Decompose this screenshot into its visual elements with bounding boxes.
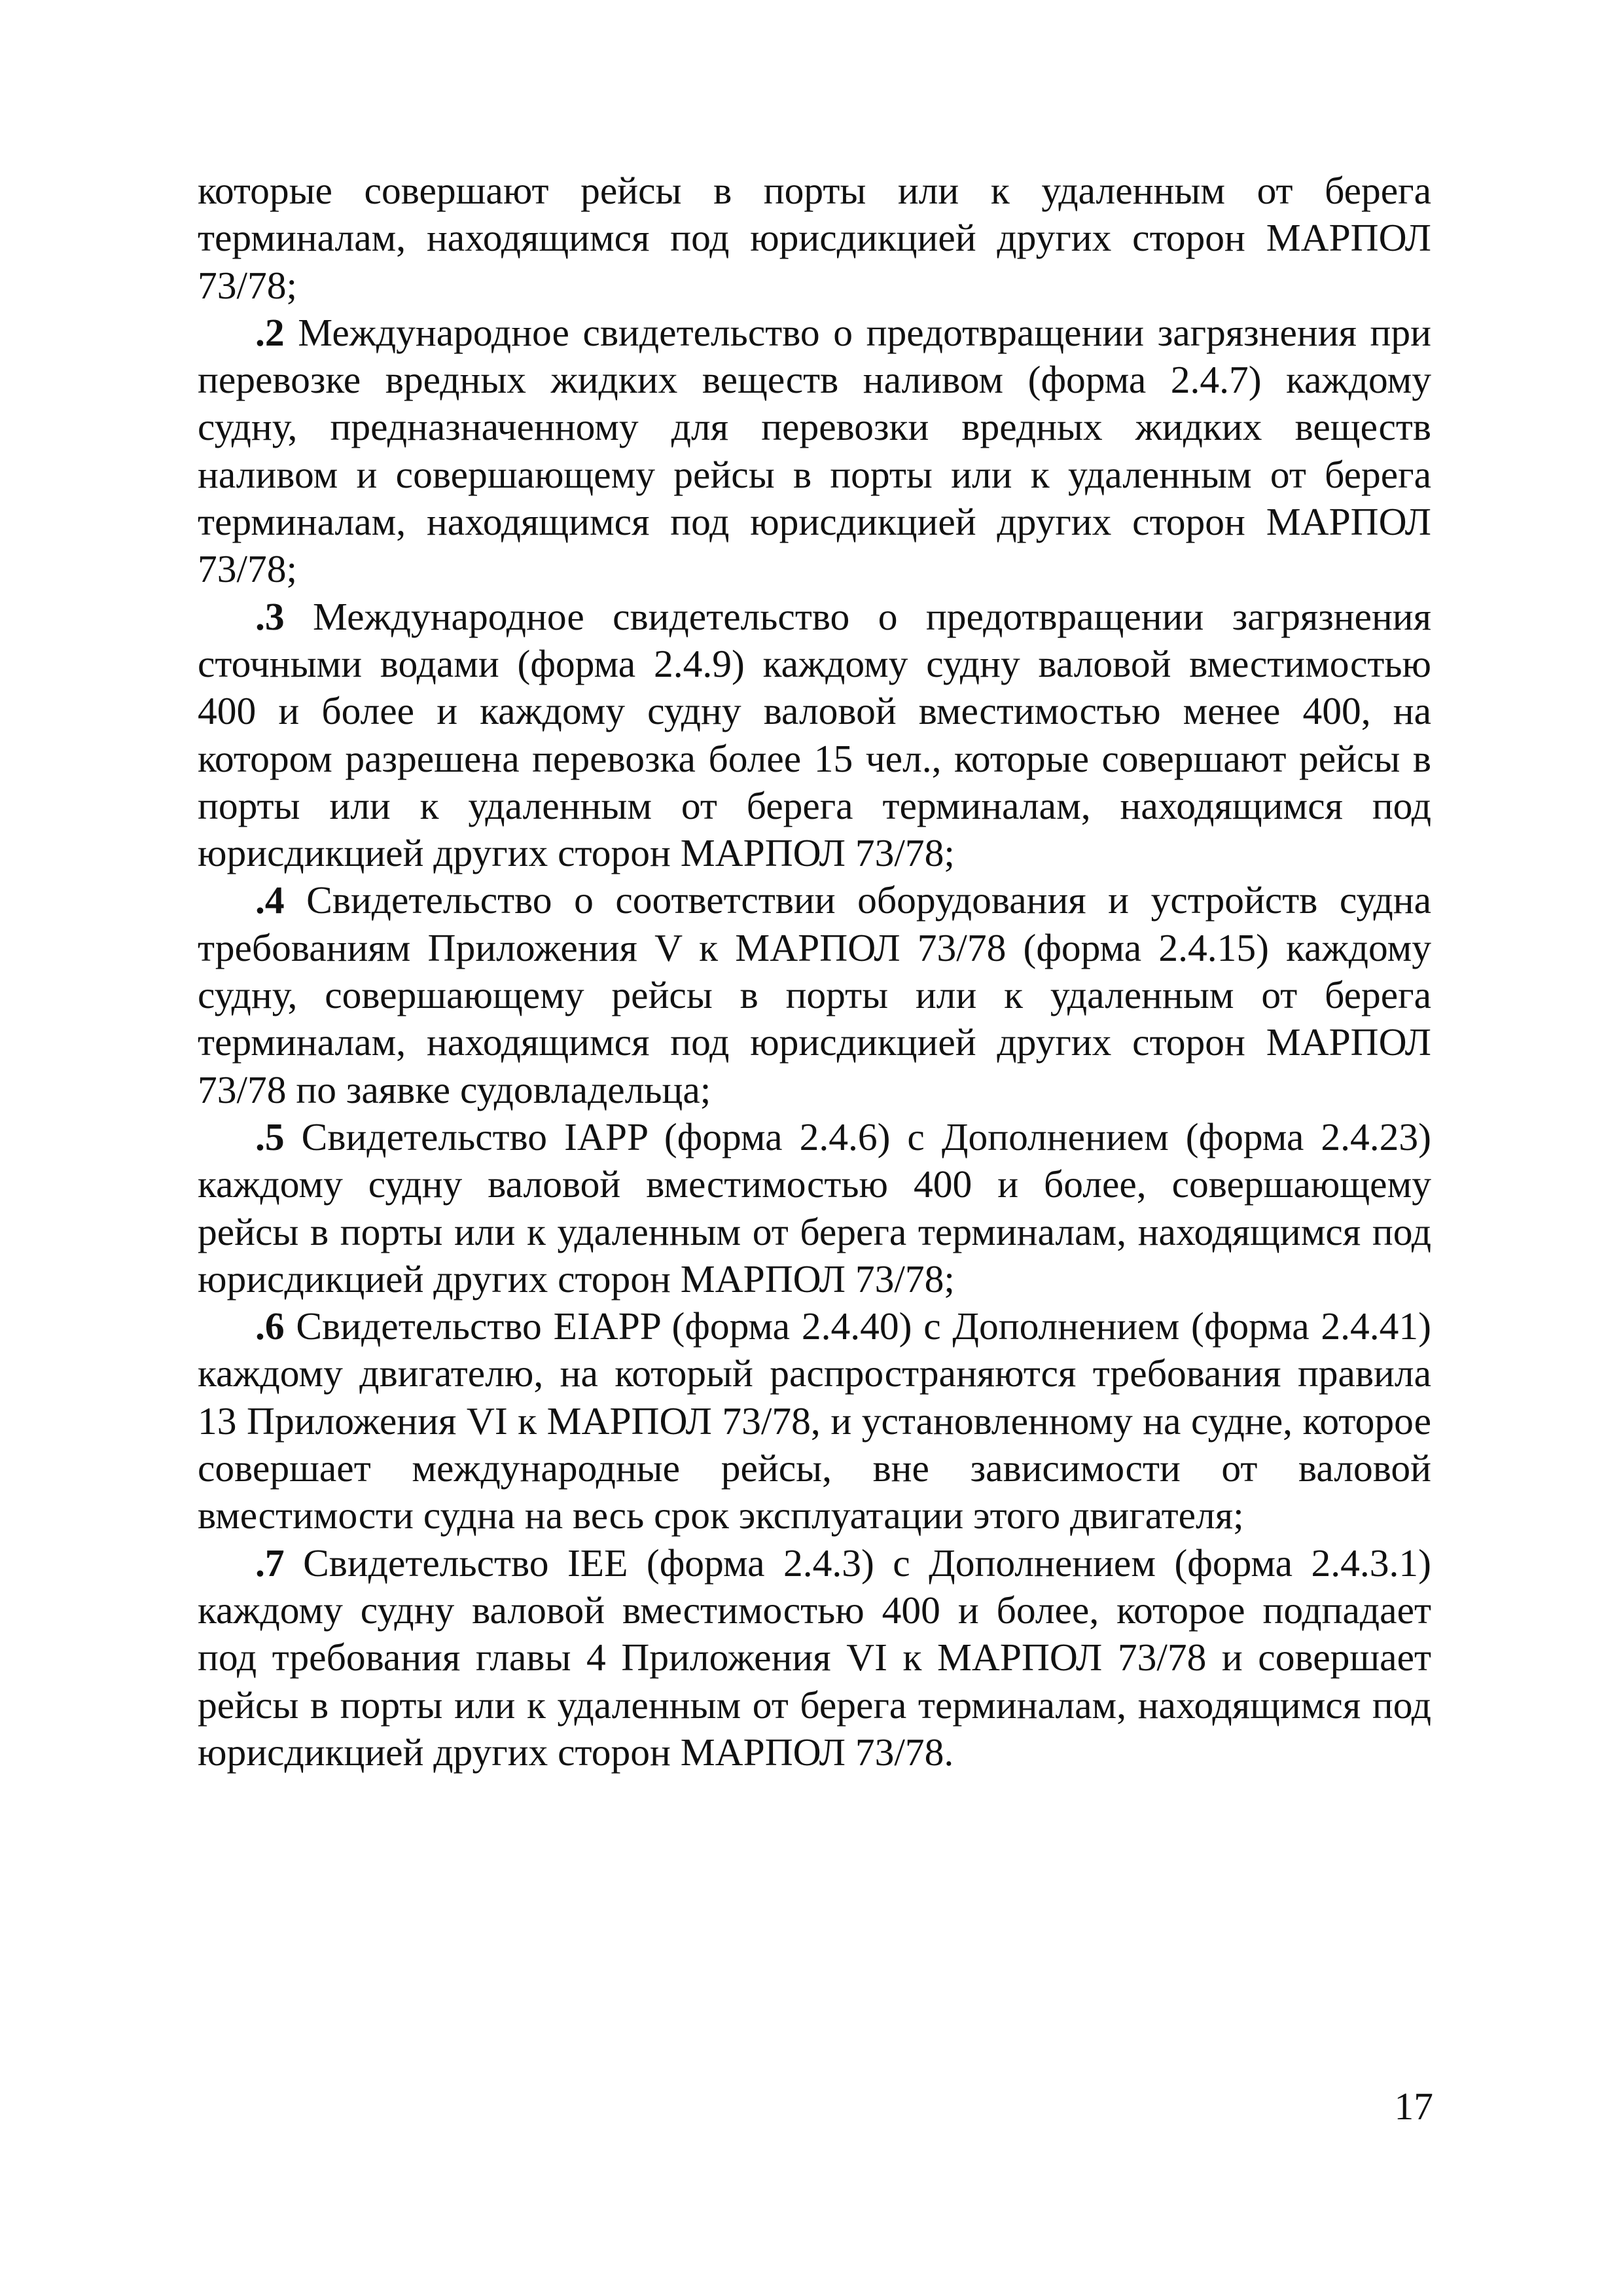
list-item-text: Свидетельство IEE (форма 2.4.3) с Дополнением (форма 2.4.3.1) каждому судну валовой вместимостью 400 и более, которое подпадает под требования главы 4 Приложения VI к МАРПОЛ 73/78 и совершает рейсы в порты или к удаленным от берега терминалам, находящимся под юрисдикцией других сторон МАРПОЛ 73/78. — [198, 1541, 1431, 1774]
list-item-text: Международное свидетельство о предотвращении загрязнения при перевозке вредных жидких веществ наливом (форма 2.4.7) каждому судну, предназначенному для перевозки вредных жидких веществ наливом и совершающему рейсы в порты или к удаленным от берега терминалам, находящимся под юрисдикцией других сторон МАРПОЛ 73/78; — [198, 310, 1431, 591]
list-item-5 — [198, 1113, 1431, 1302]
list-item-3 — [198, 593, 1431, 877]
list-item-number: .5 — [255, 1115, 285, 1158]
list-item-4 — [198, 876, 1431, 1113]
list-item-text: Свидетельство IAPP (форма 2.4.6) с Дополнением (форма 2.4.23) каждому судну валовой вместимостью 400 и более, совершающему рейсы в порты или к удаленным от берега терминалам, находящимся под юрисдикцией других сторон МАРПОЛ 73/78; — [198, 1115, 1431, 1300]
list-item-6 — [198, 1302, 1431, 1539]
list-item-number: .7 — [255, 1541, 285, 1585]
list-item-text: Свидетельство EIAPP (форма 2.4.40) с Дополнением (форма 2.4.41) каждому двигателю, на который распространяются требования правила 13 Приложения VI к МАРПОЛ 73/78, и установленному на судне, которое совершает международные рейсы, вне зависимости от валовой вместимости судна на весь срок эксплуатации этого двигателя; — [198, 1304, 1431, 1537]
list-item-text: Свидетельство о соответствии оборудования и устройств судна требованиям Приложения V к МАРПОЛ 73/78 (форма 2.4.15) каждому судну, совершающему рейсы в порты или к удаленным от берега терминалам, находящимся под юрисдикцией других сторон МАРПОЛ 73/78 по заявке судовладельца; — [198, 878, 1431, 1111]
page-number: 17 — [1394, 2085, 1433, 2128]
document-body — [198, 167, 1431, 1776]
list-item-text: Международное свидетельство о предотвращении загрязнения сточными водами (форма 2.4.9) каждому судну валовой вместимостью 400 и более и каждому судну валовой вместимостью менее 400, на котором разрешена перевозка более 15 чел., которые совершают рейсы в порты или к удаленным от берега терминалам, находящимся под юрисдикцией других сторон МАРПОЛ 73/78; — [198, 594, 1431, 875]
list-item-number: .6 — [255, 1304, 285, 1348]
list-item-number: .2 — [255, 310, 285, 354]
list-item-2 — [198, 309, 1431, 593]
list-item-number: .3 — [255, 594, 285, 638]
list-item-7 — [198, 1539, 1431, 1776]
paragraph-continuation: которые совершают рейсы в порты или к удаленным от берега терминалам, находящимся под юрисдикцией других сторон МАРПОЛ 73/78; — [198, 169, 1431, 307]
list-item-number: .4 — [255, 878, 285, 922]
